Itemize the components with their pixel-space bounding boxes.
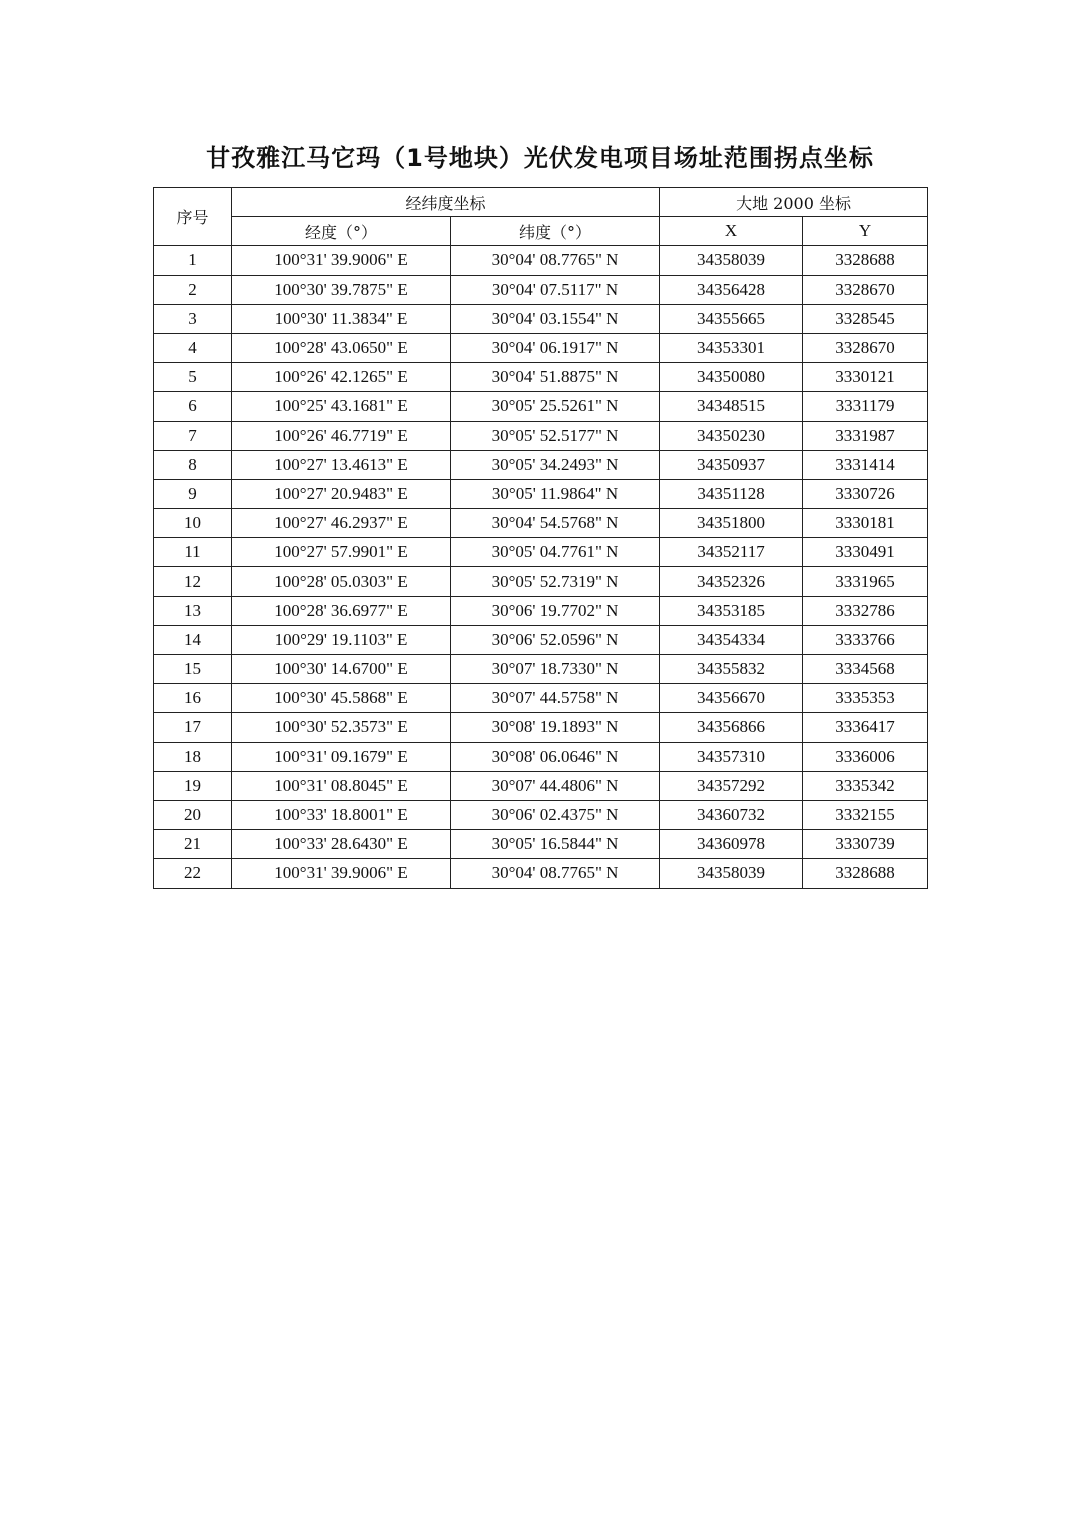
- cell-index: 1: [154, 246, 232, 275]
- cell-index: 6: [154, 392, 232, 421]
- cell-index: 19: [154, 771, 232, 800]
- table-row: [154, 479, 928, 508]
- cell-x: 34354334: [660, 625, 803, 654]
- cell-x: 34356670: [660, 684, 803, 713]
- cell-latitude: 30°04' 03.1554" N: [451, 304, 660, 333]
- table-row: [154, 363, 928, 392]
- header-latitude: 纬度（°）: [451, 217, 660, 246]
- cell-latitude: 30°04' 08.7765" N: [451, 246, 660, 275]
- table-row: [154, 596, 928, 625]
- cell-x: 34348515: [660, 392, 803, 421]
- cell-x: 34358039: [660, 859, 803, 888]
- cell-latitude: 30°04' 07.5117" N: [451, 275, 660, 304]
- cell-longitude: 100°31' 09.1679" E: [232, 742, 451, 771]
- cell-longitude: 100°27' 57.9901" E: [232, 538, 451, 567]
- table-row: [154, 304, 928, 333]
- cell-longitude: 100°28' 05.0303" E: [232, 567, 451, 596]
- cell-x: 34360732: [660, 800, 803, 829]
- cell-y: 3330181: [803, 509, 928, 538]
- table-row: [154, 246, 928, 275]
- table-row: [154, 684, 928, 713]
- document-title: 甘孜雅江马它玛（1号地块）光伏发电项目场址范围拐点坐标: [206, 144, 874, 172]
- cell-longitude: 100°27' 13.4613" E: [232, 450, 451, 479]
- cell-x: 34353185: [660, 596, 803, 625]
- table-row: [154, 538, 928, 567]
- cell-latitude: 30°04' 06.1917" N: [451, 333, 660, 362]
- cell-latitude: 30°04' 08.7765" N: [451, 859, 660, 888]
- cell-y: 3330726: [803, 479, 928, 508]
- table-row: [154, 742, 928, 771]
- cell-x: 34353301: [660, 333, 803, 362]
- cell-longitude: 100°28' 36.6977" E: [232, 596, 451, 625]
- table-row: [154, 275, 928, 304]
- cell-y: 3332155: [803, 800, 928, 829]
- cell-y: 3328670: [803, 275, 928, 304]
- cell-latitude: 30°05' 34.2493" N: [451, 450, 660, 479]
- cell-x: 34355832: [660, 655, 803, 684]
- cell-index: 20: [154, 800, 232, 829]
- cell-x: 34358039: [660, 246, 803, 275]
- cell-longitude: 100°25' 43.1681" E: [232, 392, 451, 421]
- cell-longitude: 100°26' 46.7719" E: [232, 421, 451, 450]
- cell-index: 12: [154, 567, 232, 596]
- cell-index: 3: [154, 304, 232, 333]
- cell-latitude: 30°04' 51.8875" N: [451, 363, 660, 392]
- cell-x: 34350937: [660, 450, 803, 479]
- cell-y: 3335353: [803, 684, 928, 713]
- table-row: [154, 509, 928, 538]
- cell-y: 3332786: [803, 596, 928, 625]
- cell-y: 3333766: [803, 625, 928, 654]
- cell-x: 34356866: [660, 713, 803, 742]
- cell-y: 3331965: [803, 567, 928, 596]
- cell-y: 3328670: [803, 333, 928, 362]
- cell-y: 3335342: [803, 771, 928, 800]
- cell-x: 34352326: [660, 567, 803, 596]
- cell-longitude: 100°30' 39.7875" E: [232, 275, 451, 304]
- cell-longitude: 100°31' 39.9006" E: [232, 859, 451, 888]
- cell-index: 7: [154, 421, 232, 450]
- cell-index: 18: [154, 742, 232, 771]
- header-y: Y: [803, 217, 928, 246]
- cell-index: 5: [154, 363, 232, 392]
- cell-longitude: 100°31' 08.8045" E: [232, 771, 451, 800]
- header-row-columns: [154, 217, 928, 246]
- header-longitude: 经度（°）: [232, 217, 451, 246]
- cell-y: 3334568: [803, 655, 928, 684]
- cell-x: 34355665: [660, 304, 803, 333]
- cell-longitude: 100°27' 20.9483" E: [232, 479, 451, 508]
- table-body: [154, 246, 928, 888]
- cell-x: 34352117: [660, 538, 803, 567]
- cell-index: 8: [154, 450, 232, 479]
- table-row: [154, 392, 928, 421]
- cell-latitude: 30°07' 44.5758" N: [451, 684, 660, 713]
- cell-longitude: 100°33' 18.8001" E: [232, 800, 451, 829]
- cell-x: 34351128: [660, 479, 803, 508]
- cell-longitude: 100°30' 14.6700" E: [232, 655, 451, 684]
- cell-latitude: 30°07' 18.7330" N: [451, 655, 660, 684]
- cell-longitude: 100°30' 45.5868" E: [232, 684, 451, 713]
- table-row: [154, 450, 928, 479]
- cell-x: 34350080: [660, 363, 803, 392]
- cell-x: 34357310: [660, 742, 803, 771]
- table-row: [154, 830, 928, 859]
- cell-index: 16: [154, 684, 232, 713]
- cell-longitude: 100°27' 46.2937" E: [232, 509, 451, 538]
- cell-latitude: 30°05' 25.5261" N: [451, 392, 660, 421]
- header-geo-coordinates: 经纬度坐标: [232, 188, 660, 217]
- table-row: [154, 859, 928, 888]
- cell-longitude: 100°30' 11.3834" E: [232, 304, 451, 333]
- cell-y: 3331179: [803, 392, 928, 421]
- cell-index: 14: [154, 625, 232, 654]
- cell-latitude: 30°08' 06.0646" N: [451, 742, 660, 771]
- cell-longitude: 100°28' 43.0650" E: [232, 333, 451, 362]
- cell-y: 3328545: [803, 304, 928, 333]
- header-cgcs2000-coordinates: 大地 2000 坐标: [660, 188, 928, 217]
- table-header: [154, 188, 928, 246]
- table-row: [154, 333, 928, 362]
- cell-longitude: 100°31' 39.9006" E: [232, 246, 451, 275]
- cell-index: 17: [154, 713, 232, 742]
- cell-index: 15: [154, 655, 232, 684]
- table-row: [154, 771, 928, 800]
- cell-latitude: 30°05' 11.9864" N: [451, 479, 660, 508]
- cell-y: 3330491: [803, 538, 928, 567]
- cell-index: 22: [154, 859, 232, 888]
- cell-y: 3330739: [803, 830, 928, 859]
- cell-y: 3331987: [803, 421, 928, 450]
- table-row: [154, 625, 928, 654]
- cell-latitude: 30°08' 19.1893" N: [451, 713, 660, 742]
- header-index: 序号: [154, 188, 232, 246]
- cell-latitude: 30°06' 19.7702" N: [451, 596, 660, 625]
- cell-index: 21: [154, 830, 232, 859]
- cell-longitude: 100°29' 19.1103" E: [232, 625, 451, 654]
- table-row: [154, 421, 928, 450]
- cell-x: 34357292: [660, 771, 803, 800]
- table-row: [154, 567, 928, 596]
- cell-index: 13: [154, 596, 232, 625]
- coordinate-table: [153, 187, 928, 889]
- cell-latitude: 30°04' 54.5768" N: [451, 509, 660, 538]
- cell-latitude: 30°07' 44.4806" N: [451, 771, 660, 800]
- cell-y: 3331414: [803, 450, 928, 479]
- cell-longitude: 100°26' 42.1265" E: [232, 363, 451, 392]
- cell-index: 9: [154, 479, 232, 508]
- cell-x: 34360978: [660, 830, 803, 859]
- table-row: [154, 655, 928, 684]
- cell-y: 3328688: [803, 246, 928, 275]
- cell-index: 2: [154, 275, 232, 304]
- cell-longitude: 100°33' 28.6430" E: [232, 830, 451, 859]
- cell-y: 3328688: [803, 859, 928, 888]
- cell-x: 34356428: [660, 275, 803, 304]
- table-row: [154, 800, 928, 829]
- cell-y: 3336417: [803, 713, 928, 742]
- cell-y: 3336006: [803, 742, 928, 771]
- cell-y: 3330121: [803, 363, 928, 392]
- cell-x: 34350230: [660, 421, 803, 450]
- cell-latitude: 30°05' 16.5844" N: [451, 830, 660, 859]
- cell-index: 10: [154, 509, 232, 538]
- cell-index: 11: [154, 538, 232, 567]
- cell-latitude: 30°05' 52.7319" N: [451, 567, 660, 596]
- cell-x: 34351800: [660, 509, 803, 538]
- cell-latitude: 30°06' 52.0596" N: [451, 625, 660, 654]
- header-x: X: [660, 217, 803, 246]
- cell-latitude: 30°06' 02.4375" N: [451, 800, 660, 829]
- cell-longitude: 100°30' 52.3573" E: [232, 713, 451, 742]
- header-row-group: [154, 188, 928, 217]
- cell-index: 4: [154, 333, 232, 362]
- cell-latitude: 30°05' 52.5177" N: [451, 421, 660, 450]
- table-row: [154, 713, 928, 742]
- cell-latitude: 30°05' 04.7761" N: [451, 538, 660, 567]
